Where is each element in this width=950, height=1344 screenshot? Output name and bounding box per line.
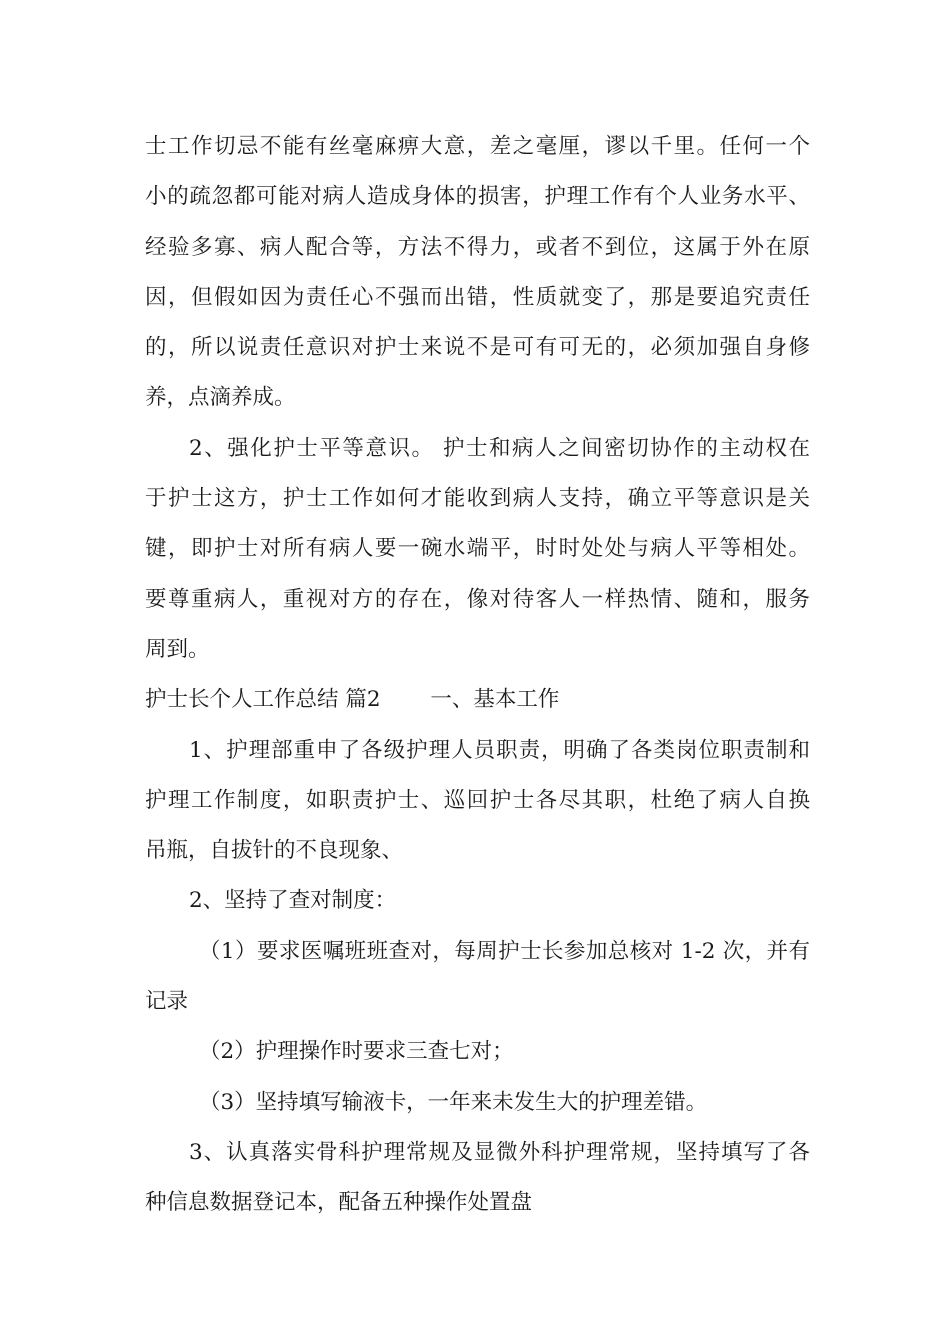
text-line: 于护士这方，护士工作如何才能收到病人支持，确立平等意识是关 [145, 486, 810, 512]
text-line: 士工作切忌不能有丝毫麻痹大意，差之毫厘，谬以千里。任何一个 [145, 134, 810, 159]
document-body [145, 128, 810, 1235]
text-line: （2）护理操作时要求三查七对； [199, 1039, 514, 1065]
text-line: 种信息数据登记本，配备五种操作处置盘 [145, 1190, 533, 1216]
text-line: 要尊重病人，重视对方的存在，像对待客人一样热情、随和，服务 [145, 586, 810, 612]
text-line: 小的疏忽都可能对病人造成身体的损害，护理工作有个人业务水平、 [145, 184, 810, 210]
text-line: 2、强化护士平等意识。 护士和病人之间密切协作的主动权在 [189, 435, 810, 461]
text-line: 3、认真落实骨科护理常规及显微外科护理常规，坚持填写了各 [189, 1139, 810, 1165]
text-line: 养，点滴养成。 [145, 385, 296, 411]
text-line: 的，所以说责任意识对护士来说不是可有可无的，必须加强自身修 [145, 335, 810, 361]
text-line: 护理工作制度，如职责护士、巡回护士各尽其职，杜绝了病人自换 [145, 787, 810, 813]
text-line: （3）坚持填写输液卡，一年来未发生大的护理差错。 [199, 1089, 708, 1115]
text-line: 周到。 [145, 636, 210, 662]
text-line: 2、坚持了查对制度： [189, 888, 397, 914]
text-line: 键，即护士对所有病人要一碗水端平，时时处处与病人平等相处。 [145, 536, 810, 562]
text-line: 因，但假如因为责任心不强而出错，性质就变了，那是要追究责任 [145, 284, 810, 310]
text-line: 吊瓶，自拔针的不良现象、 [145, 838, 404, 864]
text-line: 1、护理部重申了各级护理人员职责，明确了各类岗位职责制和 [189, 737, 810, 763]
text-line: 经验多寡、病人配合等，方法不得力，或者不到位，这属于外在原 [145, 234, 810, 260]
text-line: 护士长个人工作总结 篇2 一、基本工作 [145, 687, 560, 713]
text-line: （1）要求医嘱班班查对，每周护士长参加总核对 1-2 次，并有 [199, 938, 810, 964]
text-line: 记录 [145, 989, 189, 1015]
